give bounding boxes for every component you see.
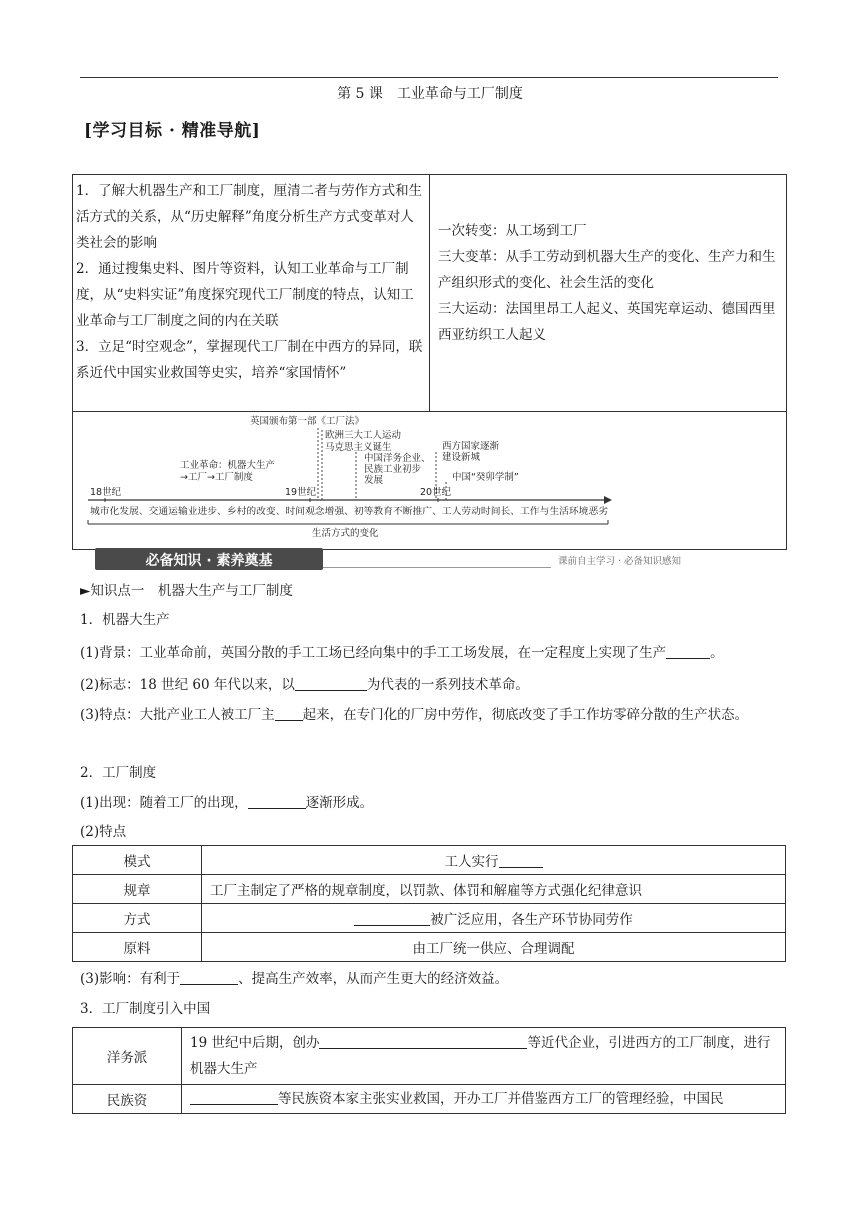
- header-rule: [80, 77, 778, 78]
- fill-blank[interactable]: [354, 911, 430, 926]
- lesson-title: 第 5 课 工业革命与工厂制度: [337, 86, 523, 102]
- goals-divider: [429, 174, 430, 412]
- goal-item: 3．立足“时空观念”，掌握现代工厂制在中西方的异同，联系近代中国实业救国等史实，培养“家国情怀”: [76, 339, 423, 381]
- banner-subtitle: 课前自主学习 · 必备知识感知: [558, 556, 682, 567]
- china-table: [72, 1027, 786, 1114]
- fill-blank[interactable]: [666, 644, 710, 659]
- life-changes-label: 生活方式的变化: [312, 528, 379, 539]
- heading-machine-production: 1．机器大生产: [80, 612, 170, 628]
- summary-item: 一次转变：从工场到工厂: [438, 223, 587, 239]
- learning-goals: [76, 178, 426, 386]
- industrial-line2: →工厂→工厂制度: [180, 472, 253, 483]
- table-row: 规章 工厂主制定了严格的规章制度，以罚款、体罚和解雇等方式强化纪律意识: [73, 875, 786, 904]
- century-19-label: 19世纪: [285, 487, 317, 498]
- life-changes-text: 城市化发展、交通运输业进步、乡村的改变、时间观念增强、初等教育不断推广、工人劳动时间长、工作与生活环境恶劣: [90, 507, 568, 517]
- table-row: 模式 工人实行: [73, 846, 786, 875]
- fill-blank[interactable]: [319, 1034, 527, 1049]
- china-line3: 发展: [364, 475, 384, 486]
- china-line2: 民族工业初步: [364, 464, 422, 475]
- fill-blank[interactable]: [180, 970, 238, 985]
- banner-rule: [323, 567, 551, 568]
- heading-china: 3．工厂制度引入中国: [80, 1001, 211, 1017]
- timeline-diagram: [80, 412, 780, 544]
- fill-blank[interactable]: [295, 676, 367, 691]
- factory-act-label: 英国颁布第一部《工厂法》: [250, 416, 365, 427]
- china-line1: 中国洋务企业、: [364, 453, 431, 464]
- banner-title: 必备知识 · 素养奠基: [145, 553, 273, 569]
- background-line: (1)背景：工业革命前，英国分散的手工工场已经向集中的手工工场发展，在一定程度上实现了生产 。: [80, 645, 724, 661]
- fill-blank[interactable]: [190, 1090, 278, 1105]
- traits-label: (2)特点: [80, 824, 127, 840]
- fill-blank[interactable]: [248, 794, 306, 809]
- table-row: 民族资 等民族资本家主张实业救国，开办工厂并借鉴西方工厂的管理经验，中国民: [73, 1085, 786, 1114]
- traits-table: [72, 845, 786, 962]
- west-line2: 建设新城: [442, 452, 481, 463]
- knowledge-point-title: ►知识点一 机器大生产与工厂制度: [80, 583, 293, 599]
- table-row: 方式 被广泛应用，各生产环节协同劳作: [73, 904, 786, 933]
- summary-item: 三大变革：从手工劳动到机器大生产的变化、生产力和生产组织形式的变化、社会生活的变化: [438, 249, 776, 291]
- europe-line2: 马克思主义诞生: [325, 442, 392, 453]
- heading-factory-system: 2．工厂制度: [80, 765, 157, 781]
- feature-paragraph: (3)特点：大批产业工人被工厂主 起来，在专门化的厂房中劳作，彻底改变了手工作坊零碎分散的生产状态。: [80, 707, 749, 723]
- fill-blank[interactable]: [499, 853, 543, 868]
- goal-item: 1．了解大机器生产和工厂制度，厘清二者与劳作方式和生活方式的关系，从“历史解释”角度分析生产方式变革对人类社会的影响: [76, 183, 423, 251]
- goal-item: 2．通过搜集史料、图片等资料，认知工业革命与工厂制度，从“史料实证”角度探究现代工厂制度的特点，认知工业革命与工厂制度之间的内在关联: [76, 261, 414, 329]
- kuimao-label: 中国“癸卯学制”: [452, 472, 519, 483]
- appear-line: (1)出现：随着工厂的出现， 逐渐形成。: [80, 795, 374, 811]
- west-line1: 西方国家逐渐: [442, 441, 500, 452]
- century-18-label: 18世纪: [90, 487, 122, 498]
- sign-line: (2)标志：18 世纪 60 年代以来，以 为代表的一系列技术革命。: [80, 677, 529, 693]
- section-title-goals: [学习目标 · 精准导航]: [84, 121, 261, 141]
- table-row: 原料 由工厂统一供应、合理调配: [73, 933, 786, 962]
- industrial-line1: 工业革命：机器大生产: [180, 460, 276, 471]
- fill-blank[interactable]: [275, 706, 303, 721]
- impact-line: (3)影响：有利于 、提高生产效率，从而产生更大的经济效益。: [80, 971, 509, 987]
- europe-line1: 欧洲三大工人运动: [325, 430, 402, 441]
- century-20-label: 20世纪: [420, 487, 452, 498]
- summary-item: 三大运动：法国里昂工人起义、英国宪章运动、德国西里西亚纺织工人起义: [438, 301, 776, 343]
- table-row: 洋务派 19 世纪中后期，创办 等近代企业，引进西方的工厂制度，进行机器大生产: [73, 1028, 786, 1085]
- knowledge-summary: [438, 218, 778, 348]
- timeline-arrowhead: [604, 496, 612, 504]
